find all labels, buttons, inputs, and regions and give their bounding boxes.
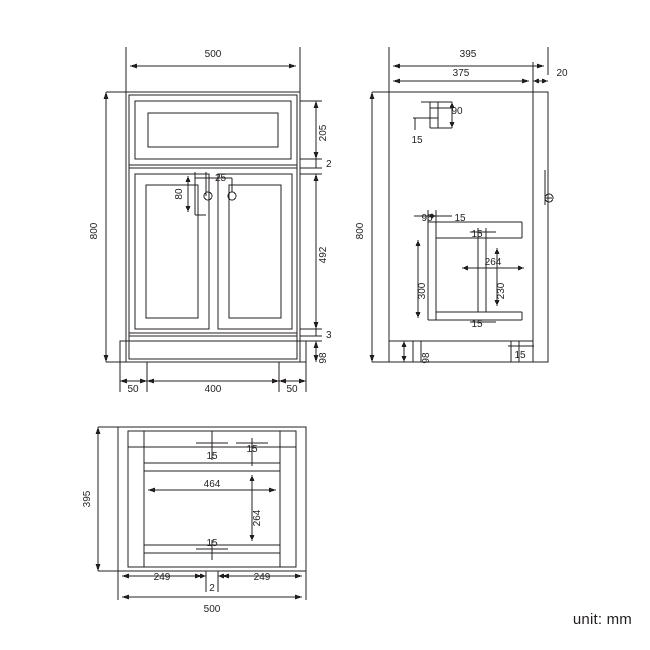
dim-front-25: 25 xyxy=(215,173,227,184)
dim-front-492: 492 xyxy=(318,246,329,264)
dim-plan-264: 264 xyxy=(252,509,263,527)
dim-side-15-top: 15 xyxy=(411,135,423,146)
dim-plan-2: 2 xyxy=(209,583,215,594)
dim-plan-15-front: 15 xyxy=(206,538,218,549)
dim-side-230: 230 xyxy=(496,282,507,300)
dim-front-80: 80 xyxy=(174,188,185,200)
dim-side-15-inner: 15 xyxy=(471,229,483,240)
dim-plan-464: 464 xyxy=(203,479,221,490)
dim-plan-15-side: 15 xyxy=(246,444,258,455)
dim-side-15-plinth: 15 xyxy=(514,350,526,361)
dim-plan-249-left: 249 xyxy=(153,572,171,583)
dim-plan-249-right: 249 xyxy=(253,572,271,583)
dim-front-500-top: 500 xyxy=(204,49,222,60)
dim-front-98: 98 xyxy=(318,352,329,364)
dim-front-2: 2 xyxy=(326,159,332,170)
unit-note: unit: mm xyxy=(572,611,632,628)
dim-side-96: 96 xyxy=(421,213,433,224)
dim-side-98: 98 xyxy=(421,352,432,364)
dim-side-15-shelf: 15 xyxy=(454,213,466,224)
dim-front-3: 3 xyxy=(326,330,332,341)
dim-side-800: 800 xyxy=(355,222,366,240)
dim-side-395: 395 xyxy=(459,49,477,60)
dim-front-800: 800 xyxy=(89,222,100,240)
dim-side-15-base: 15 xyxy=(471,319,483,330)
dim-plan-500: 500 xyxy=(203,604,221,615)
dim-side-264: 264 xyxy=(484,257,502,268)
dim-side-90: 90 xyxy=(451,106,463,117)
dim-side-20: 20 xyxy=(556,68,568,79)
dim-front-50-left: 50 xyxy=(127,384,139,395)
dim-front-205: 205 xyxy=(318,124,329,142)
dim-front-400: 400 xyxy=(204,384,222,395)
dim-front-50-right: 50 xyxy=(286,384,298,395)
dim-side-300: 300 xyxy=(417,282,428,300)
dim-side-375: 375 xyxy=(452,68,470,79)
dim-plan-15-rear: 15 xyxy=(206,451,218,462)
dim-plan-395: 395 xyxy=(82,490,93,508)
